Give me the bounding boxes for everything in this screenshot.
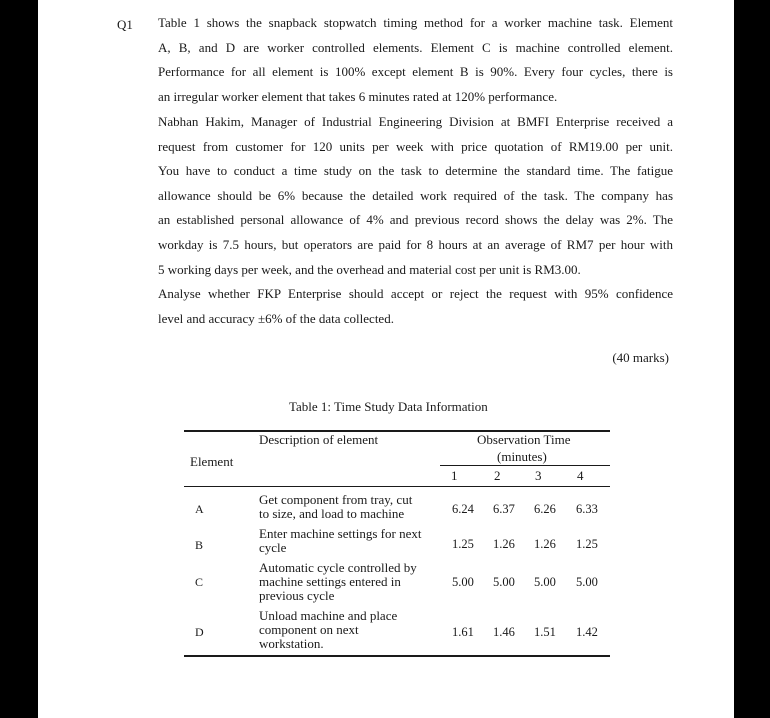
value-cell: 5.00 [576,575,598,589]
value-cell: 1.61 [452,625,474,639]
description-line: Get component from tray, cut [259,492,413,507]
paragraph-line: workday is 7.5 hours, but operators are paid for 8 hours at an average of RM7 per hour with [158,236,673,252]
description-line: component on next [259,622,359,637]
row-a-element: A [195,502,204,516]
right-black-border [734,0,770,718]
paragraph-line: an irregular worker element that takes 6 minutes rated at 120% performance. [158,88,558,104]
header-col-4: 4 [577,468,584,483]
paragraph-line: A, B, and D are worker controlled elements. Element C is machine controlled element. [158,39,673,55]
row-d-element: D [195,625,204,639]
description-line: machine settings entered in [259,574,401,589]
value-cell: 5.00 [493,575,515,589]
left-black-border [0,0,38,718]
description-line: workstation. [259,636,324,651]
row-a-description [259,493,439,521]
paragraph-line: Analyse whether FKP Enterprise should accept or reject the request with 95% confidence [158,286,673,301]
value-cell: 1.25 [452,537,474,551]
value-cell: 1.25 [576,537,598,551]
paragraph-2 [158,110,673,282]
paragraph-line: request from customer for 120 units per week with price quotation of RM19.00 per unit. [158,138,673,154]
value-cell: 1.26 [493,537,515,551]
value-cell: 1.26 [534,537,556,551]
description-line: Enter machine settings for next [259,526,422,541]
paragraph-line: You have to conduct a time study on the task to determine the standard time. The fatigue [158,163,673,179]
value-cell: 5.00 [534,575,556,589]
paragraph-line: level and accuracy ±6% of the data collected. [158,310,394,326]
table-title: Table 1: Time Study Data Information [289,399,488,414]
table-bottom-rule [184,655,610,657]
description-line: cycle [259,540,287,555]
row-c-description [259,561,439,603]
header-col-3: 3 [535,468,542,483]
header-description: Description of element [259,432,379,447]
value-cell: 6.24 [452,502,474,516]
header-col-1: 1 [451,468,458,483]
paragraph-line: 5 working days per week, and the overhead and material cost per unit is RM3.00. [158,261,581,277]
value-cell: 1.42 [576,625,598,639]
description-line: Unload machine and place [259,608,398,623]
description-line: previous cycle [259,588,335,603]
paragraph-line: Nabhan Hakim, Manager of Industrial Engineering Division at BMFI Enterprise received a [158,114,673,129]
header-col-2: 2 [494,468,501,483]
description-line: to size, and load to machine [259,506,405,521]
observation-subrule [440,465,610,466]
row-b-element: B [195,538,204,552]
question-number: Q1 [117,17,133,32]
value-cell: 6.33 [576,502,598,516]
header-element: Element [190,454,234,469]
row-c-element: C [195,575,204,589]
description-line: Automatic cycle controlled by [259,560,417,575]
paragraph-1 [158,11,673,109]
marks-label: (40 marks) [612,350,669,365]
paragraph-line: allowance should be 6% because the detailed work required of the task. The company has [158,187,673,203]
value-cell: 6.37 [493,502,515,516]
paragraph-line: Performance for all element is 100% except element B is 90%. Every four cycles, there is [158,64,673,80]
header-bottom-rule [184,486,610,487]
value-cell: 1.46 [493,625,515,639]
value-cell: 6.26 [534,502,556,516]
row-b-description [259,527,439,555]
header-units: (minutes) [497,449,547,464]
row-d-description [259,609,439,651]
paragraph-line: Table 1 shows the snapback stopwatch timing method for a worker machine task. Element [158,15,673,30]
value-cell: 5.00 [452,575,474,589]
paragraph-line: an established personal allowance of 4% and previous record shows the delay was 2%. The [158,212,673,228]
value-cell: 1.51 [534,625,556,639]
paragraph-3 [158,282,673,331]
header-observation: Observation Time [477,432,571,447]
